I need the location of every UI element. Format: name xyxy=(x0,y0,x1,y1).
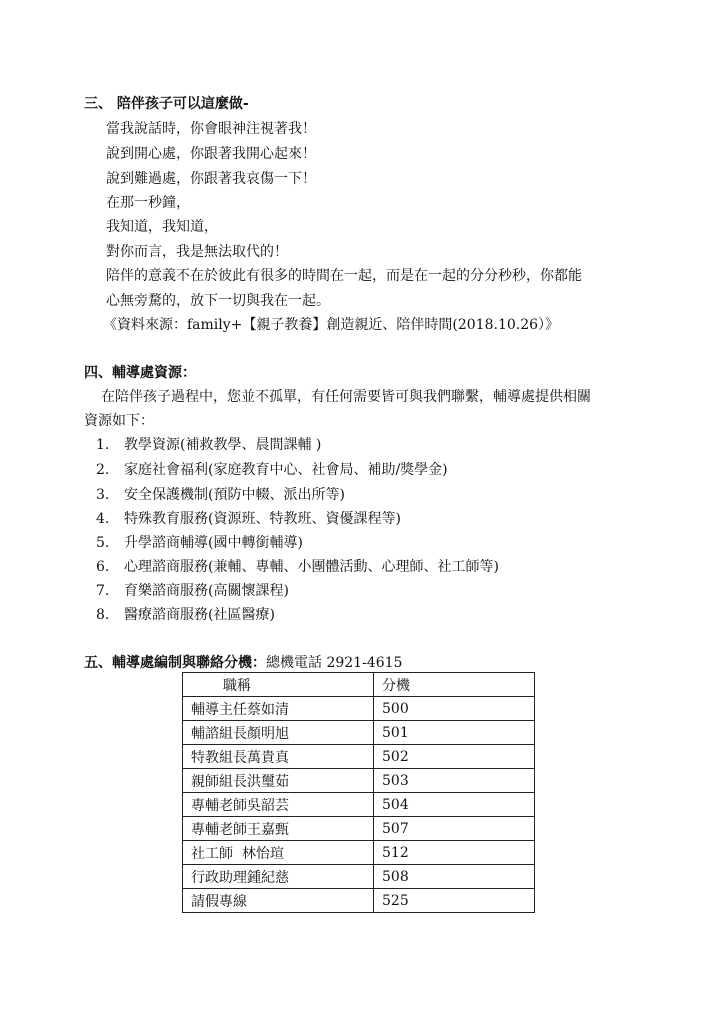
list-item: 特殊教育服務(資源班、特教班、資優課程等) xyxy=(124,511,401,527)
staff-title: 輔導主任蔡如清 xyxy=(183,697,374,721)
list-number: 7. xyxy=(96,583,110,599)
table-row xyxy=(183,865,535,889)
extension-number: 503 xyxy=(374,769,535,793)
extension-number: 508 xyxy=(374,865,535,889)
poem-line: 心無旁騖的，放下一切與我在一起。 xyxy=(106,293,330,309)
staff-title: 專輔老師王嘉甄 xyxy=(183,817,374,841)
header-extension: 分機 xyxy=(374,673,535,697)
table-row xyxy=(183,793,535,817)
poem-line: 當我說話時，你會眼神注視著我！ xyxy=(106,121,316,137)
list-item: 家庭社會福利(家庭教育中心、社會局、補助/獎學金) xyxy=(124,462,448,478)
section-3-heading: 三、 陪伴孩子可以這麼做- xyxy=(84,96,249,112)
section-5-header xyxy=(84,654,402,672)
poem-line: 說到開心處，你跟著我開心起來！ xyxy=(106,146,316,162)
section-4-heading: 四、輔導處資源： xyxy=(84,365,196,381)
poem-line: 在那一秒鐘， xyxy=(106,195,190,211)
poem-line: 對你而言，我是無法取代的！ xyxy=(106,244,288,260)
table-row xyxy=(183,769,535,793)
extension-number: 500 xyxy=(374,697,535,721)
extension-number: 507 xyxy=(374,817,535,841)
extension-number: 525 xyxy=(374,889,535,913)
staff-title: 親師組長洪璽茹 xyxy=(183,769,374,793)
list-item: 升學諮商輔導(國中轉銜輔導) xyxy=(124,535,303,551)
table-header-row xyxy=(183,673,535,697)
list-number: 8. xyxy=(96,607,110,623)
list-item: 醫療諮商服務(社區醫療) xyxy=(124,607,275,623)
staff-title: 輔諮組長顏明旭 xyxy=(183,721,374,745)
resources-intro-cont: 資源如下： xyxy=(84,413,154,429)
extension-number: 501 xyxy=(374,721,535,745)
table-row xyxy=(183,721,535,745)
staff-title: 社工師 林怡瑄 xyxy=(183,841,374,865)
list-number: 5. xyxy=(96,535,110,551)
staff-title: 專輔老師吳韶芸 xyxy=(183,793,374,817)
staff-title: 請假專線 xyxy=(183,889,374,913)
extension-number: 512 xyxy=(374,841,535,865)
list-number: 3. xyxy=(96,487,110,503)
list-item: 教學資源(補救教學、晨間課輔 ) xyxy=(124,437,322,453)
staff-title: 特教組長萬貴真 xyxy=(183,745,374,769)
table-row xyxy=(183,697,535,721)
poem-line: 我知道，我知道， xyxy=(106,219,218,235)
list-item: 安全保護機制(預防中輟、派出所等) xyxy=(124,487,345,503)
staff-title: 行政助理鍾紀慈 xyxy=(183,865,374,889)
main-phone: 總機電話 2921-4615 xyxy=(266,655,403,671)
source-citation: 《資料來源：family+【親子教養】創造親近、陪伴時間(2018.10.26）》 xyxy=(103,317,560,333)
poem-line: 說到難過處，你跟著我哀傷一下！ xyxy=(106,171,316,187)
list-number: 6. xyxy=(96,559,110,575)
list-item: 育樂諮商服務(高關懷課程) xyxy=(124,583,289,599)
table-row xyxy=(183,745,535,769)
list-number: 2. xyxy=(96,462,110,478)
extension-table xyxy=(182,672,535,913)
poem-line: 陪伴的意義不在於彼此有很多的時間在一起，而是在一起的分分秒秒，你都能 xyxy=(106,268,582,284)
resources-intro: 在陪伴孩子過程中，您並不孤單，有任何需要皆可與我們聯繫，輔導處提供相關 xyxy=(101,389,591,405)
header-title: 職稱 xyxy=(183,673,374,697)
section-5-heading: 五、輔導處編制與聯絡分機： xyxy=(84,655,266,671)
list-item: 心理諮商服務(兼輔、專輔、小團體活動、心理師、社工師等) xyxy=(124,559,499,575)
table-row xyxy=(183,817,535,841)
extension-number: 502 xyxy=(374,745,535,769)
list-number: 4. xyxy=(96,511,110,527)
extension-number: 504 xyxy=(374,793,535,817)
table-row xyxy=(183,841,535,865)
list-number: 1. xyxy=(96,437,110,453)
table-row xyxy=(183,889,535,913)
